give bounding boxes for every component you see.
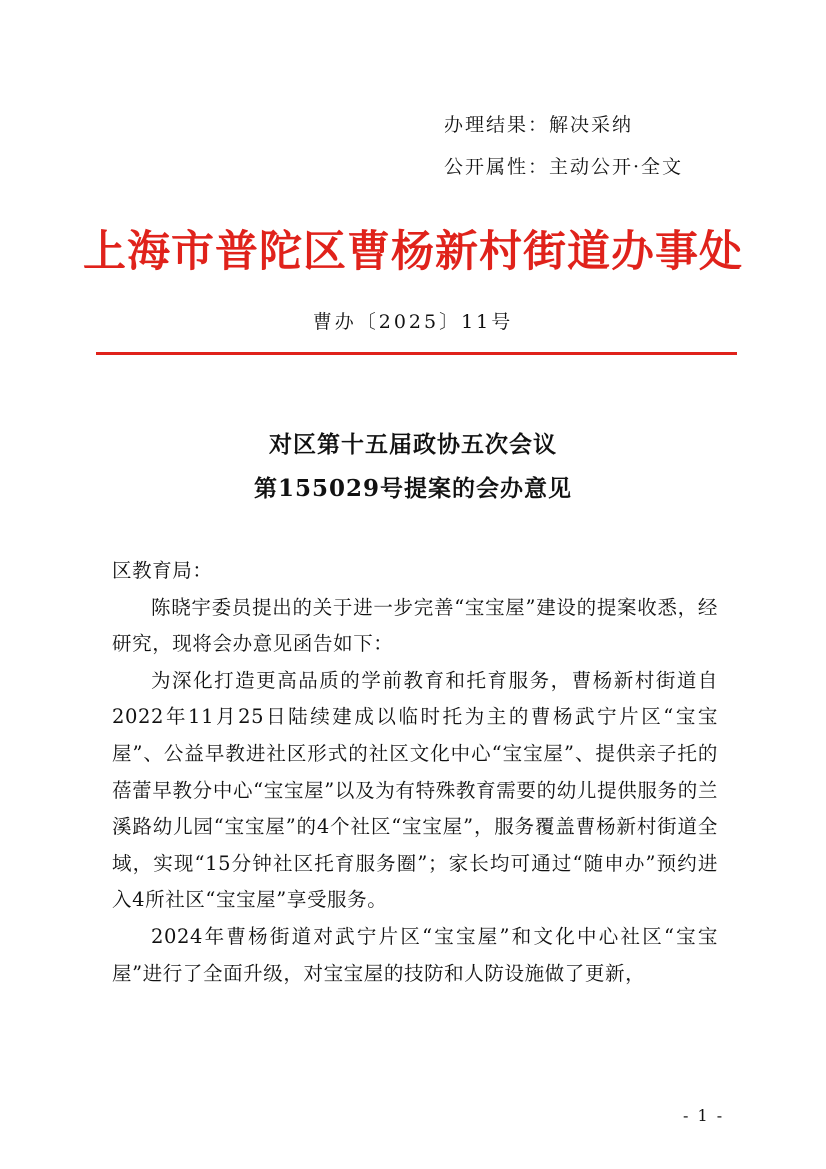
- disclosure-attribute: 公开属性：主动公开·全文: [444, 156, 684, 178]
- body-paragraph-3: 2024年曹杨街道对武宁片区“宝宝屋”和文化中心社区“宝宝屋”进行了全面升级，对宝宝屋的技防和人防设施做了更新，: [112, 924, 718, 985]
- body-paragraph-2: 为深化打造更高品质的学前教育和托育服务，曹杨新村街道自2022年11月25日陆续建成以临时托为主的曹杨武宁片区“宝宝屋”、公益早教进社区形式的社区文化中心“宝宝屋”、提供亲子托的蓓蕾早教分中心“宝宝屋”以及为有特殊教育需要的幼儿提供服务的兰溪路幼儿园“宝宝屋”的4个社区“宝宝屋”，服务覆盖曹杨新村街道全域，实现“15分钟社区托育服务圈”；家长均可通过“随申办”预约进入4所社区“宝宝屋”享受服务。: [112, 668, 718, 912]
- document-body: [112, 553, 718, 992]
- body-paragraph-1: 陈晓宇委员提出的关于进一步完善“宝宝屋”建设的提案收悉，经研究，现将会办意见函告如下：: [112, 595, 718, 656]
- page-number: - 1 -: [683, 1106, 725, 1125]
- issuing-authority-title: 上海市普陀区曹杨新村街道办事处: [83, 227, 743, 277]
- document-title-line-1: 对区第十五届政协五次会议: [269, 431, 557, 458]
- salutation: 区教育局：: [112, 559, 213, 582]
- red-separator-line: [96, 352, 737, 355]
- handling-result: 办理结果：解决采纳: [444, 114, 634, 136]
- document-title-line-2: 第155029号提案的会办意见: [253, 475, 573, 502]
- document-number: 曹办〔2025〕11号: [312, 311, 514, 333]
